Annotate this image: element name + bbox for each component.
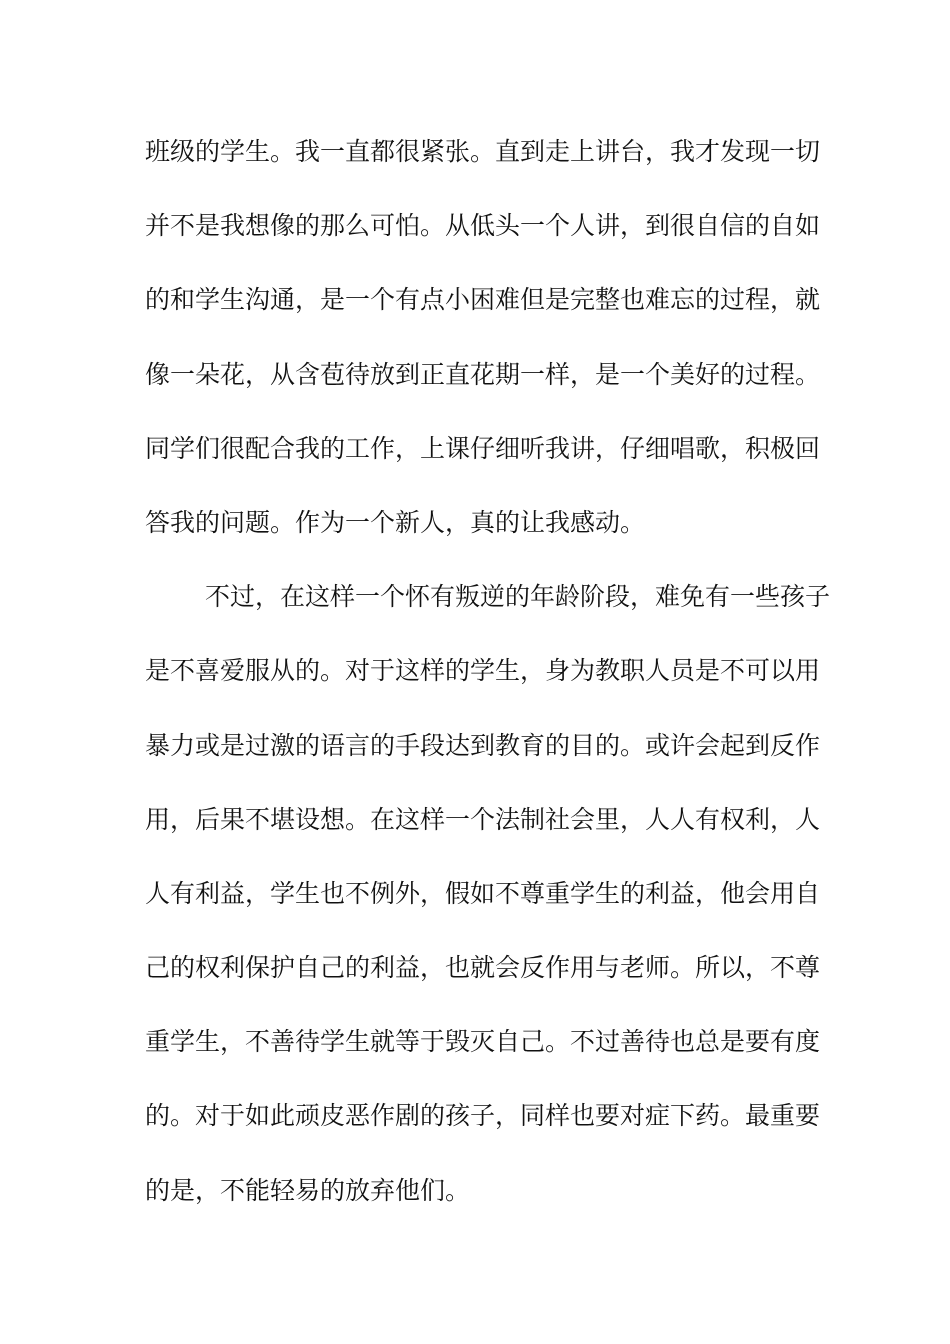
body-text <box>145 130 831 1243</box>
text-line: 同学们很配合我的工作，上课仔细听我讲，仔细唱歌，积极回 <box>145 433 821 463</box>
text-line: 的。对于如此顽皮恶作剧的孩子，同样也要对症下药。最重要 <box>145 1101 821 1131</box>
text-line: 并不是我想像的那么可怕。从低头一个人讲，到很自信的自如 <box>145 211 821 241</box>
text-line: 人有利益，学生也不例外，假如不尊重学生的利益，他会用自 <box>145 878 821 908</box>
text-line: 的和学生沟通，是一个有点小困难但是完整也难忘的过程，就 <box>145 285 821 315</box>
paragraph-2 <box>145 575 831 1243</box>
text-line: 班级的学生。我一直都很紧张。直到走上讲台，我才发现一切 <box>145 137 821 166</box>
paragraph-1 <box>145 130 821 575</box>
text-line: 答我的问题。作为一个新人，真的让我感动。 <box>145 507 646 537</box>
text-line: 像一朵花，从含苞待放到正直花期一样，是一个美好的过程。 <box>145 359 821 389</box>
text-line: 重学生，不善待学生就等于毁灭自己。不过善待也总是要有度 <box>145 1027 821 1057</box>
text-line: 用，后果不堪设想。在这样一个法制社会里，人人有权利，人 <box>145 804 821 834</box>
text-line: 己的权利保护自己的利益，也就会反作用与老师。所以，不尊 <box>145 953 821 983</box>
text-line: 不过，在这样一个怀有叛逆的年龄阶段，难免有一些孩子 <box>205 582 831 612</box>
text-line: 的是，不能轻易的放弃他们。 <box>145 1175 471 1205</box>
text-line: 暴力或是过激的语言的手段达到教育的目的。或许会起到反作 <box>145 730 821 760</box>
text-line: 是不喜爱服从的。对于这样的学生，身为教职人员是不可以用 <box>145 656 821 686</box>
